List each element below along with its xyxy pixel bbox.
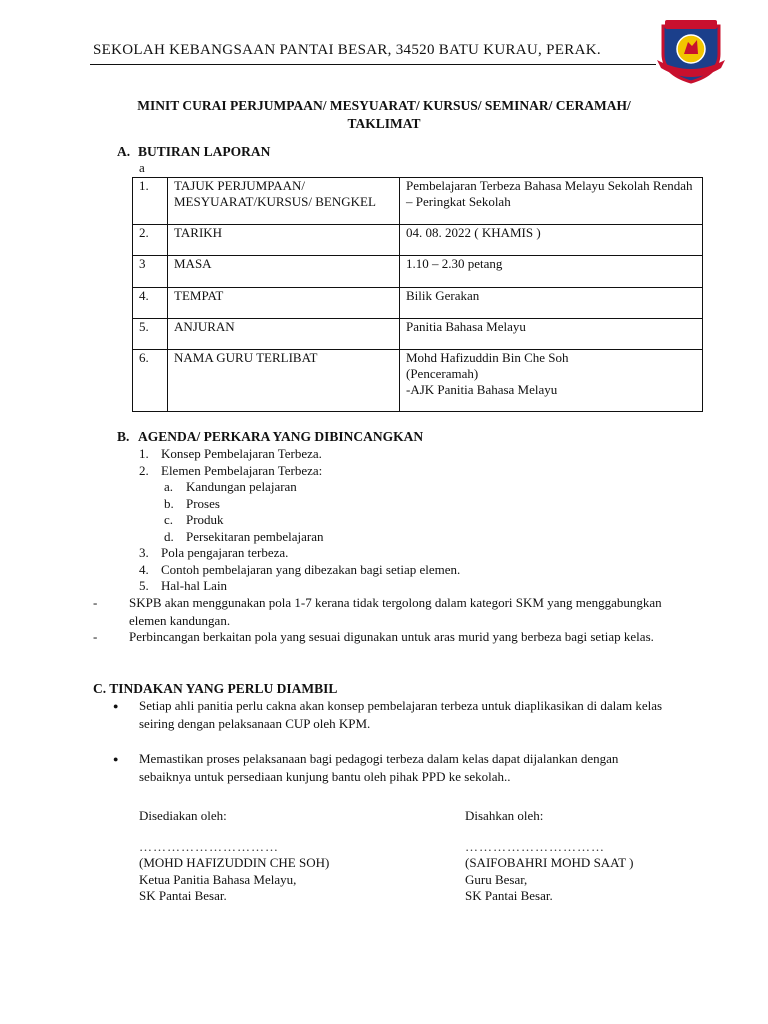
row-label: MASA: [168, 256, 400, 288]
title-line-1: MINIT CURAI PERJUMPAAN/ MESYUARAT/ KURSUS/ SEMINAR/ CERAMAH/: [137, 98, 631, 113]
sub-list-item: d. Persekitaran pembelajaran: [164, 528, 324, 544]
section-a-letter: A.: [117, 144, 131, 159]
stray-character: a: [139, 160, 145, 175]
signatory-position: Guru Besar,: [465, 871, 528, 887]
row-number: 3: [133, 256, 168, 288]
section-a-heading: [117, 144, 270, 160]
row-number: 6.: [133, 350, 168, 412]
title-line-2: TAKLIMAT: [347, 116, 421, 131]
row-label: NAMA GURU TERLIBAT: [168, 350, 400, 412]
section-c-heading: C. TINDAKAN YANG PERLU DIAMBIL: [93, 681, 338, 696]
signature-caption: Disahkan oleh:: [465, 808, 544, 823]
row-number: 4.: [133, 288, 168, 319]
row-label: ANJURAN: [168, 319, 400, 350]
table-row: [133, 225, 703, 256]
list-item: 5. Hal-hal Lain: [139, 578, 228, 593]
section-b-title: AGENDA/ PERKARA YANG DIBINCANGKAN: [138, 429, 424, 444]
list-item: 4. Contoh pembelajaran yang dibezakan bagi setiap elemen.: [139, 561, 461, 577]
list-item: 1. Konsep Pembelajaran Terbeza.: [139, 446, 322, 461]
document-title: [100, 97, 668, 133]
signature-right: [465, 808, 633, 905]
row-value: Pembelajaran Terbeza Bahasa Melayu Sekolah Rendah – Peringkat Sekolah: [400, 178, 703, 225]
list-item: 2. Elemen Pembelajaran Terbeza:: [139, 462, 323, 478]
signatory-organisation: SK Pantai Besar.: [139, 888, 227, 903]
section-b-letter: B.: [117, 429, 130, 444]
row-label: TARIKH: [168, 225, 400, 256]
school-header: SEKOLAH KEBANGSAAN PANTAI BESAR, 34520 BATU KURAU, PERAK.: [93, 42, 601, 58]
row-number: 2.: [133, 225, 168, 256]
row-number: 5.: [133, 319, 168, 350]
signature-caption: Disediakan oleh:: [139, 808, 227, 823]
value-line: (Penceramah): [406, 366, 479, 381]
signatory-name: (MOHD HAFIZUDDIN CHE SOH): [139, 855, 330, 870]
table-row: [133, 256, 703, 288]
table-row: [133, 178, 703, 225]
table-row: [133, 319, 703, 350]
row-value: [400, 350, 703, 412]
discussion-note: - Perbincangan berkaitan pola yang sesuai digunakan untuk aras murid yang berbeza bagi setiap kelas.: [93, 629, 654, 644]
row-value: 1.10 – 2.30 petang: [400, 256, 703, 288]
details-table: [132, 177, 703, 412]
section-a-title: BUTIRAN LAPORAN: [138, 144, 271, 159]
value-line: Mohd Hafizuddin Bin Che Soh: [406, 350, 569, 365]
row-label: TEMPAT: [168, 288, 400, 319]
sub-list-item: b. Proses: [164, 495, 220, 511]
bullet-icon: ●: [113, 754, 119, 764]
bullet-icon: ●: [113, 701, 119, 711]
section-b-heading: [117, 429, 423, 445]
header-divider: [90, 64, 656, 65]
sub-list: [139, 479, 460, 545]
action-item: ● Memastikan proses pelaksanaan bagi pedagogi terbeza dalam kelas dapat dijalankan dengan sebaiknya untuk persediaan kunjung bantu oleh pihak PPD ke sekolah..: [113, 751, 619, 784]
signatory-name: (SAIFOBAHRI MOHD SAAT ): [465, 855, 634, 870]
dash-marker: -: [93, 595, 98, 610]
school-crest-icon: [655, 16, 727, 86]
signatory-organisation: SK Pantai Besar.: [465, 888, 553, 903]
row-value: Bilik Gerakan: [400, 288, 703, 319]
table-row: [133, 350, 703, 412]
discussion-note: - SKPB akan menggunakan pola 1-7 kerana tidak tergolong dalam kategori SKM yang menggabungkan elemen kandungan.: [93, 595, 662, 628]
dash-marker: -: [93, 629, 98, 644]
row-value: 04. 08. 2022 ( KHAMIS ): [400, 225, 703, 256]
agenda-list: [139, 446, 460, 595]
row-label: TAJUK PERJUMPAAN/ MESYUARAT/KURSUS/ BENGKEL: [168, 178, 400, 225]
action-item: ● Setiap ahli panitia perlu cakna akan konsep pembelajaran terbeza untuk diaplikasikan di dalam kelas seiring dengan pelaksanaan CUP oleh KPM.: [113, 698, 663, 731]
sub-list-item: a. Kandungan pelajaran: [164, 479, 297, 494]
sub-list-item: c. Produk: [164, 512, 224, 527]
list-item: 3. Pola pengajaran terbeza.: [139, 545, 289, 560]
row-number: 1.: [133, 178, 168, 225]
row-value: Panitia Bahasa Melayu: [400, 319, 703, 350]
signatory-position: Ketua Panitia Bahasa Melayu,: [139, 871, 297, 887]
value-line: -AJK Panitia Bahasa Melayu: [406, 382, 558, 397]
signature-line: …………………………: [139, 838, 279, 854]
signature-left: [139, 808, 329, 905]
signature-line: …………………………: [465, 838, 605, 854]
table-row: [133, 288, 703, 319]
